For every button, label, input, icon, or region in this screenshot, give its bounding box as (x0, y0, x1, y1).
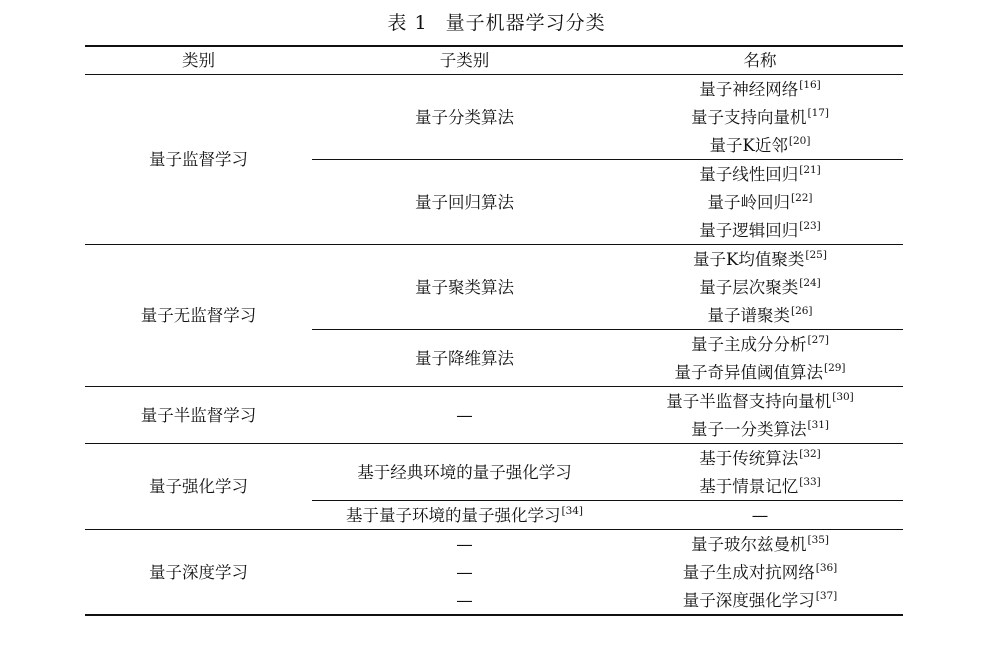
item-name: 量子线性回归 (699, 164, 799, 184)
category-cell: 量子强化学习 (85, 444, 312, 530)
name-cell (617, 188, 903, 216)
item-name: 量子深度强化学习 (682, 590, 815, 610)
reference-number: [32] (799, 448, 821, 460)
reference-number: [22] (790, 192, 813, 204)
table-row (85, 387, 903, 416)
category-cell: 量子深度学习 (85, 530, 312, 616)
name-cell (617, 530, 903, 559)
name-cell (617, 131, 903, 160)
table-caption (0, 8, 993, 35)
subcategory-cell: 基于经典环境的量子强化学习 (312, 444, 617, 501)
subcategory-cell: — (312, 586, 617, 615)
reference-number: [31] (807, 419, 830, 431)
item-name: 量子层次聚类 (699, 277, 799, 297)
reference-number: [33] (799, 476, 821, 488)
subcategory-cell (312, 501, 617, 530)
reference-number: [21] (799, 164, 821, 176)
reference-number: [36] (815, 562, 838, 574)
reference-number: [16] (799, 79, 821, 91)
name-cell (617, 586, 903, 615)
subcategory-name: 基于量子环境的量子强化学习 (345, 505, 561, 525)
name-cell (617, 358, 903, 387)
name-cell (617, 301, 903, 330)
reference-number: [35] (807, 534, 830, 546)
name-cell (617, 75, 903, 104)
subcategory-cell: 量子聚类算法 (312, 245, 617, 330)
reference-number: [25] (805, 249, 827, 261)
item-name: 量子奇异值阈值算法 (674, 362, 823, 382)
reference-number: [37] (815, 590, 838, 602)
reference-number: [23] (799, 220, 821, 232)
category-cell: 量子无监督学习 (85, 245, 312, 387)
subcategory-cell: 量子回归算法 (312, 160, 617, 245)
subcategory-cell: — (456, 562, 473, 582)
reference-number: [29] (823, 362, 846, 374)
item-name: 量子岭回归 (707, 192, 790, 212)
subcategory-cell: — (456, 534, 473, 554)
reference-number: [24] (799, 277, 821, 289)
name-cell (617, 558, 903, 586)
caption-label: 表 1 (387, 12, 428, 34)
item-name: 量子主成分分析 (690, 334, 807, 354)
item-name: 量子一分类算法 (690, 419, 807, 439)
name-cell (617, 415, 903, 444)
classification-table (85, 45, 903, 616)
item-name: 量子玻尔兹曼机 (690, 534, 807, 554)
column-header-subcategory: 子类别 (312, 46, 617, 75)
table-row (85, 530, 903, 559)
item-name: 量子神经网络 (699, 79, 799, 99)
item-name: 基于传统算法 (699, 448, 799, 468)
reference-number: [34] (561, 505, 584, 517)
item-name: 量子半监督支持向量机 (666, 391, 832, 411)
table-row (85, 75, 903, 104)
category-cell: 量子监督学习 (85, 75, 312, 245)
item-name: 量子生成对抗网络 (682, 562, 815, 582)
reference-number: [30] (832, 391, 854, 403)
subcategory-cell: — (312, 387, 617, 444)
item-name: 量子K近邻 (709, 135, 788, 155)
item-name: 量子逻辑回归 (699, 220, 799, 240)
name-cell (617, 273, 903, 301)
name-cell (617, 103, 903, 131)
name-cell (617, 472, 903, 501)
reference-number: [27] (807, 334, 830, 346)
item-name: 基于情景记忆 (699, 476, 799, 496)
column-header-category: 类别 (85, 46, 312, 75)
name-cell (617, 330, 903, 359)
reference-number: [17] (807, 107, 830, 119)
item-name: 量子谱聚类 (707, 305, 790, 325)
item-name: 量子支持向量机 (690, 107, 807, 127)
table-row (85, 245, 903, 274)
category-cell: 量子半监督学习 (85, 387, 312, 444)
name-cell (617, 160, 903, 189)
item-name: 量子K均值聚类 (693, 249, 805, 269)
subcategory-cell: 量子分类算法 (312, 75, 617, 160)
reference-number: [20] (788, 135, 811, 147)
name-cell (617, 216, 903, 245)
subcategory-cell: 量子降维算法 (312, 330, 617, 387)
column-header-name: 名称 (617, 46, 903, 75)
name-cell: — (617, 501, 903, 530)
table-row (85, 444, 903, 473)
caption-title: 量子机器学习分类 (445, 12, 606, 34)
reference-number: [26] (790, 305, 813, 317)
header-row (85, 46, 903, 75)
name-cell (617, 387, 903, 416)
name-cell (617, 245, 903, 274)
name-cell (617, 444, 903, 473)
